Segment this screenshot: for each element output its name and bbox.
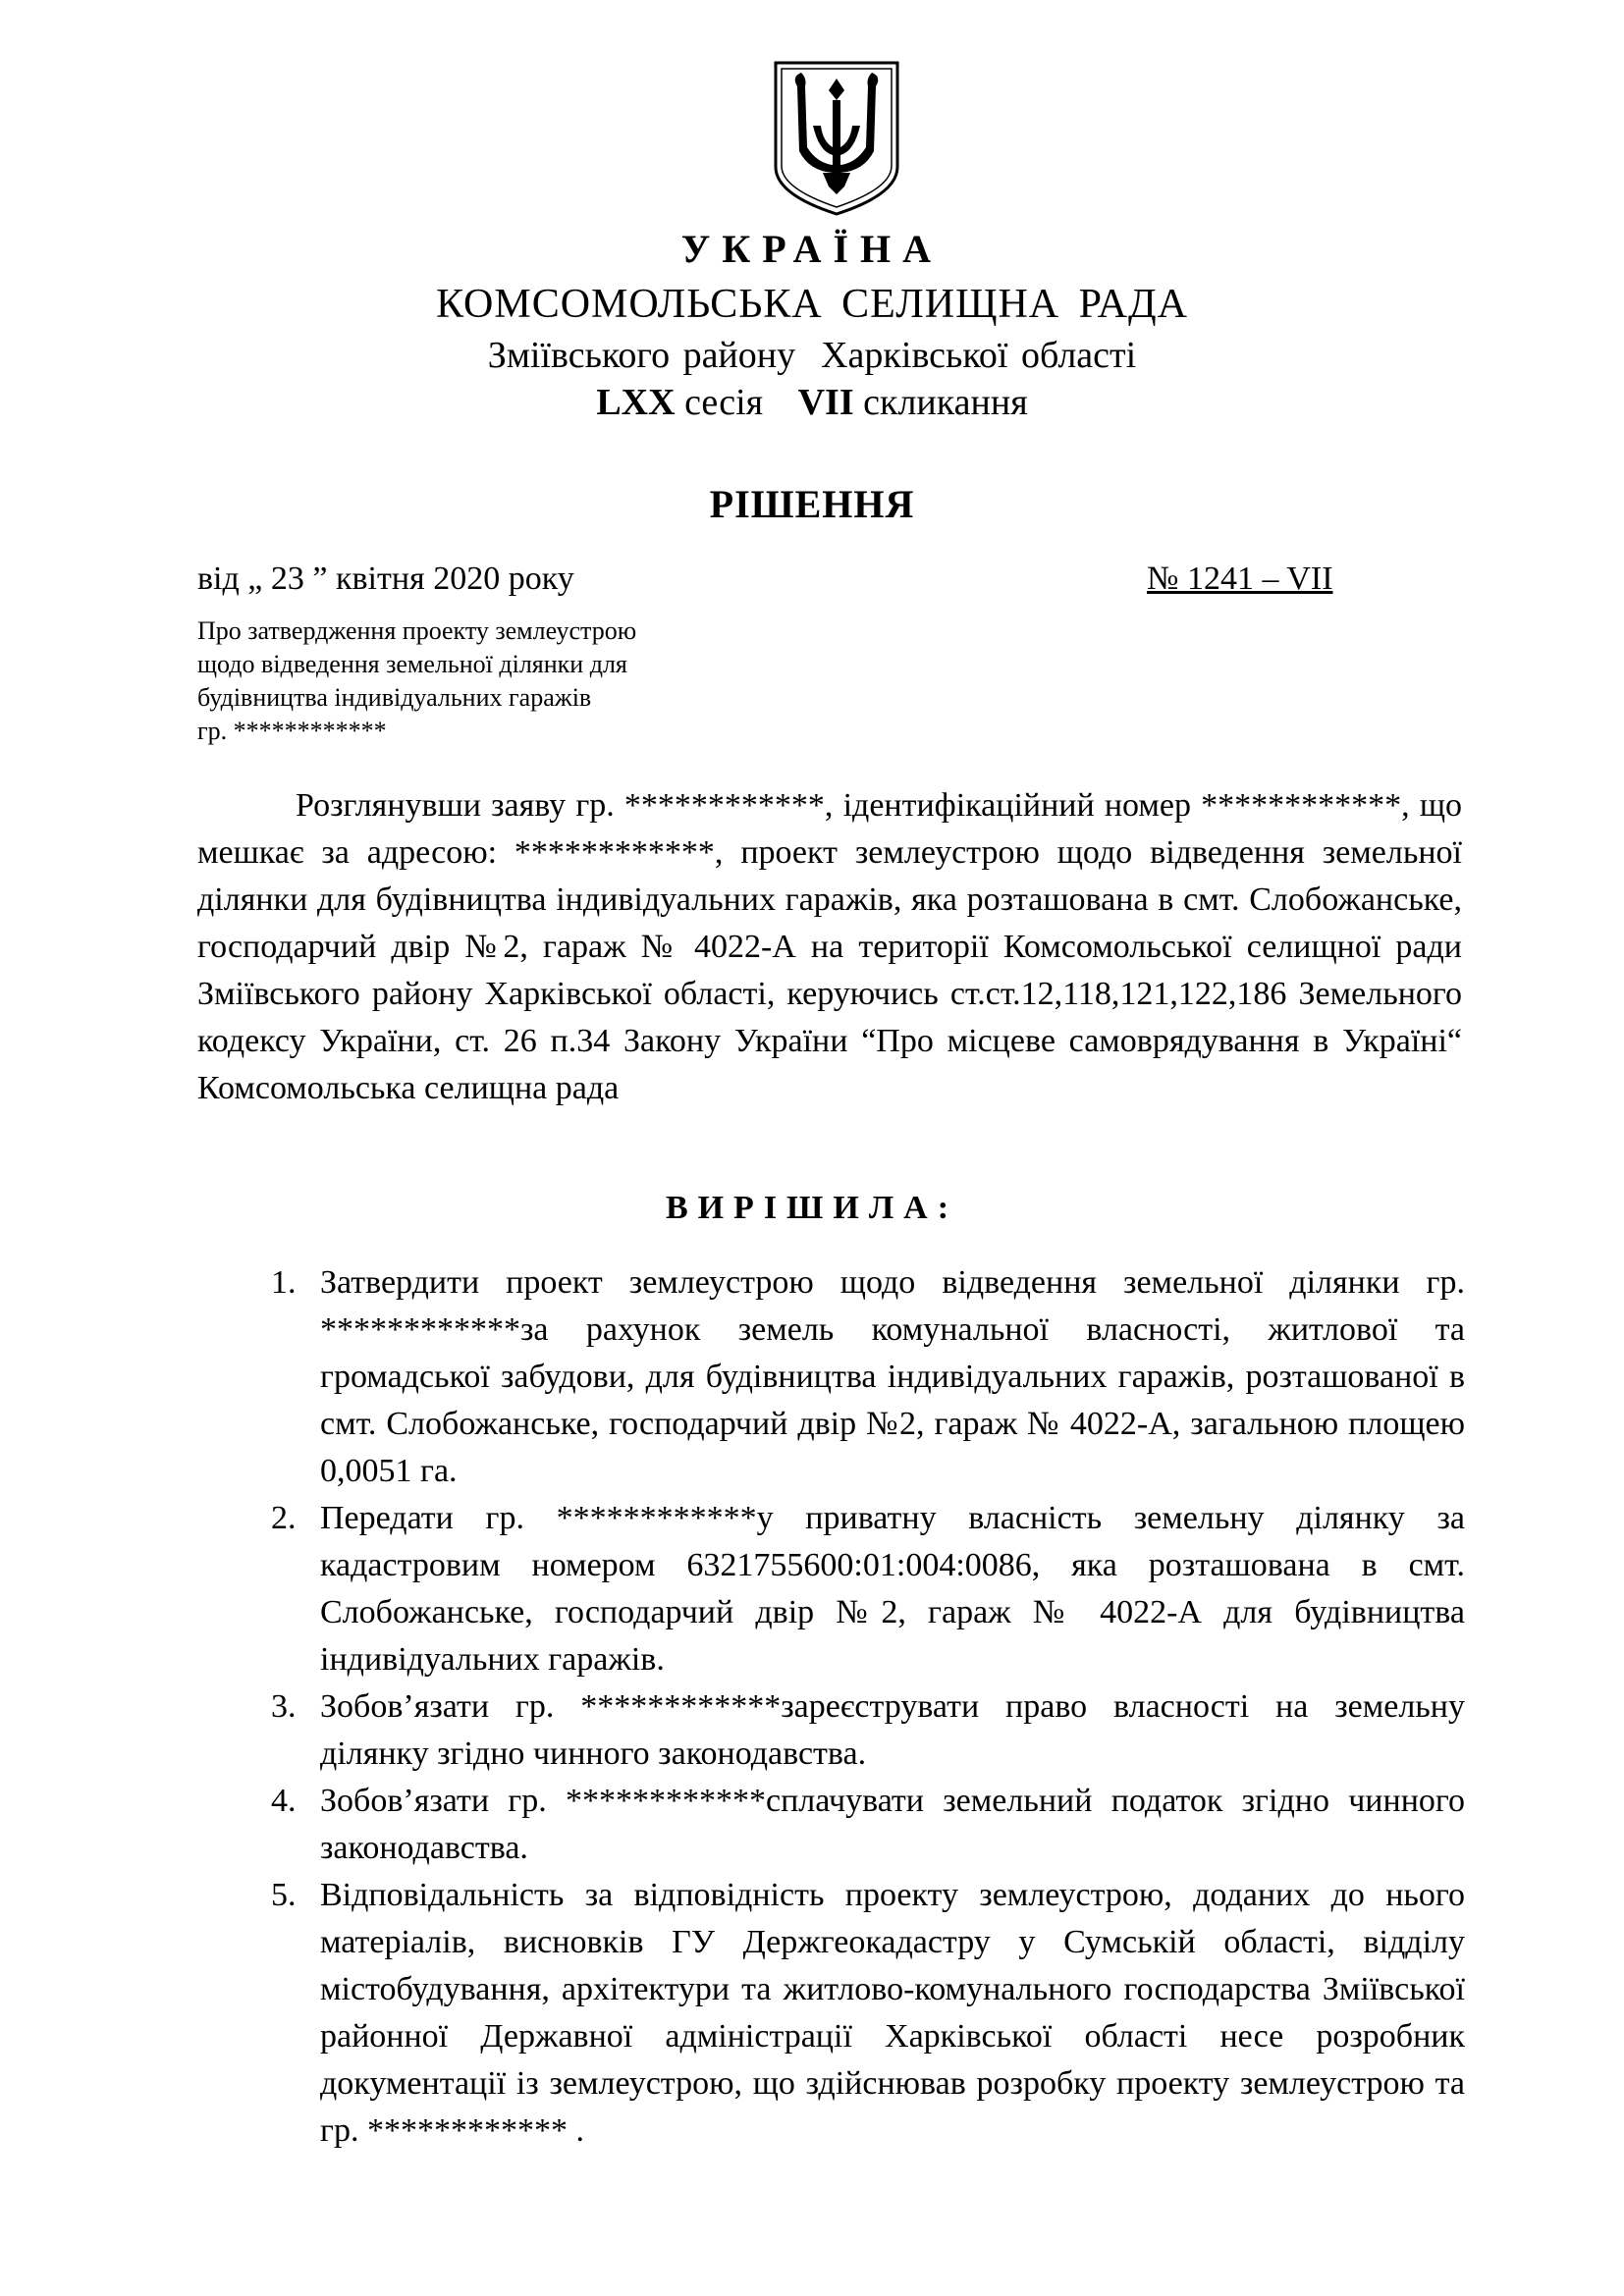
subject-line: гр. ************ [197,717,387,745]
document-type-heading: РІШЕННЯ [709,482,915,526]
item-number: 1. [271,1264,297,1301]
decision-date: від „ 23 ” квітня 2020 року [197,561,574,597]
resolved-heading: ВИРІШИЛА: [665,1190,959,1226]
coat-of-arms-trident-icon [768,57,905,219]
subject-line: Про затвердження проекту землеустрою [197,616,637,645]
item-number: 2. [271,1500,297,1536]
convocation-number: VII [797,382,854,423]
region-name: Харківської області [821,335,1137,376]
decision-item [257,1872,1465,2155]
item-number: 4. [271,1783,297,1819]
subject-line: щодо відведення земельної ділянки для [197,650,627,678]
session-word: сесія [684,382,764,423]
decision-items-list [257,1259,1465,2155]
item-text: Зобов’язати гр. ************сплачувати земельний податок згідно чинного законодавства. [320,1783,1465,1866]
district-name: Зміївського району [487,335,796,376]
item-text: Зобов’язати гр. ************зареєструвати право власності на земельну ділянку згідно чинного законодавства. [320,1688,1465,1772]
decision-subject [197,614,806,748]
convocation-word: скликання [863,382,1028,423]
session-number: LXX [596,382,676,423]
item-text: Затвердити проект землеустрою щодо відведення земельної ділянки гр. ************за рахунок земель комунальної власності, житлової та громадської забудови, для будівництва індивідуальних гаражів, розташованої в смт. Слобожанське, господарчий двір №2, гараж № 4022-А, загальною площею 0,0051 га. [320,1264,1465,1489]
item-text: Передати гр. ************у приватну власність земельну ділянку за кадастровим номером 6321755600:01:004:0086, яка розташована в смт. Слобожанське, господарчий двір №2, гараж № 4022-А для будівництва індивідуальних гаражів. [320,1500,1465,1678]
session-line [0,381,1624,424]
council-name: КОМСОМОЛЬСЬКА СЕЛИЩНА РАДА [436,282,1188,327]
preamble-paragraph: Розглянувши заяву гр. ************, ідентифікаційний номер ************, що мешкає за адресою: ************, проект землеустрою щодо відведення земельної ділянки для будівництва індивідуальних гаражів, яка розташована в смт. Слобожанське, господарчий двір №2, гараж № 4022-А на території Комсомольської селищної ради Зміївського району Харківської області, керуючись ст.ст.12,118,121,122,186 Земельного кодексу України, ст. 26 п.34 Закону України “Про місцеве самоврядування в Україні“ Комсомольська селищна рада [197,787,1462,1106]
decision-number: № 1241 – VII [1147,561,1333,597]
subject-line: будівництва індивідуальних гаражів [197,683,592,712]
decision-item [257,1683,1465,1778]
country-title: УКРАЇНА [680,227,944,271]
decision-item [257,1495,1465,1683]
item-number: 5. [271,1877,297,1913]
item-number: 3. [271,1688,297,1725]
decision-item [257,1778,1465,1872]
decision-item [257,1259,1465,1495]
item-text: Відповідальність за відповідність проекту землеустрою, доданих до нього матеріалів, висновків ГУ Держгеокадастру у Сумській області, відділу містобудування, архітектури та житлово-комунального господарства Зміївської районної Державної адміністрації Харківської області несе розробник документації із землеустрою, що здійснював розробку проекту землеустрою та гр. ************ . [320,1877,1465,2149]
district-region-line [0,334,1624,377]
